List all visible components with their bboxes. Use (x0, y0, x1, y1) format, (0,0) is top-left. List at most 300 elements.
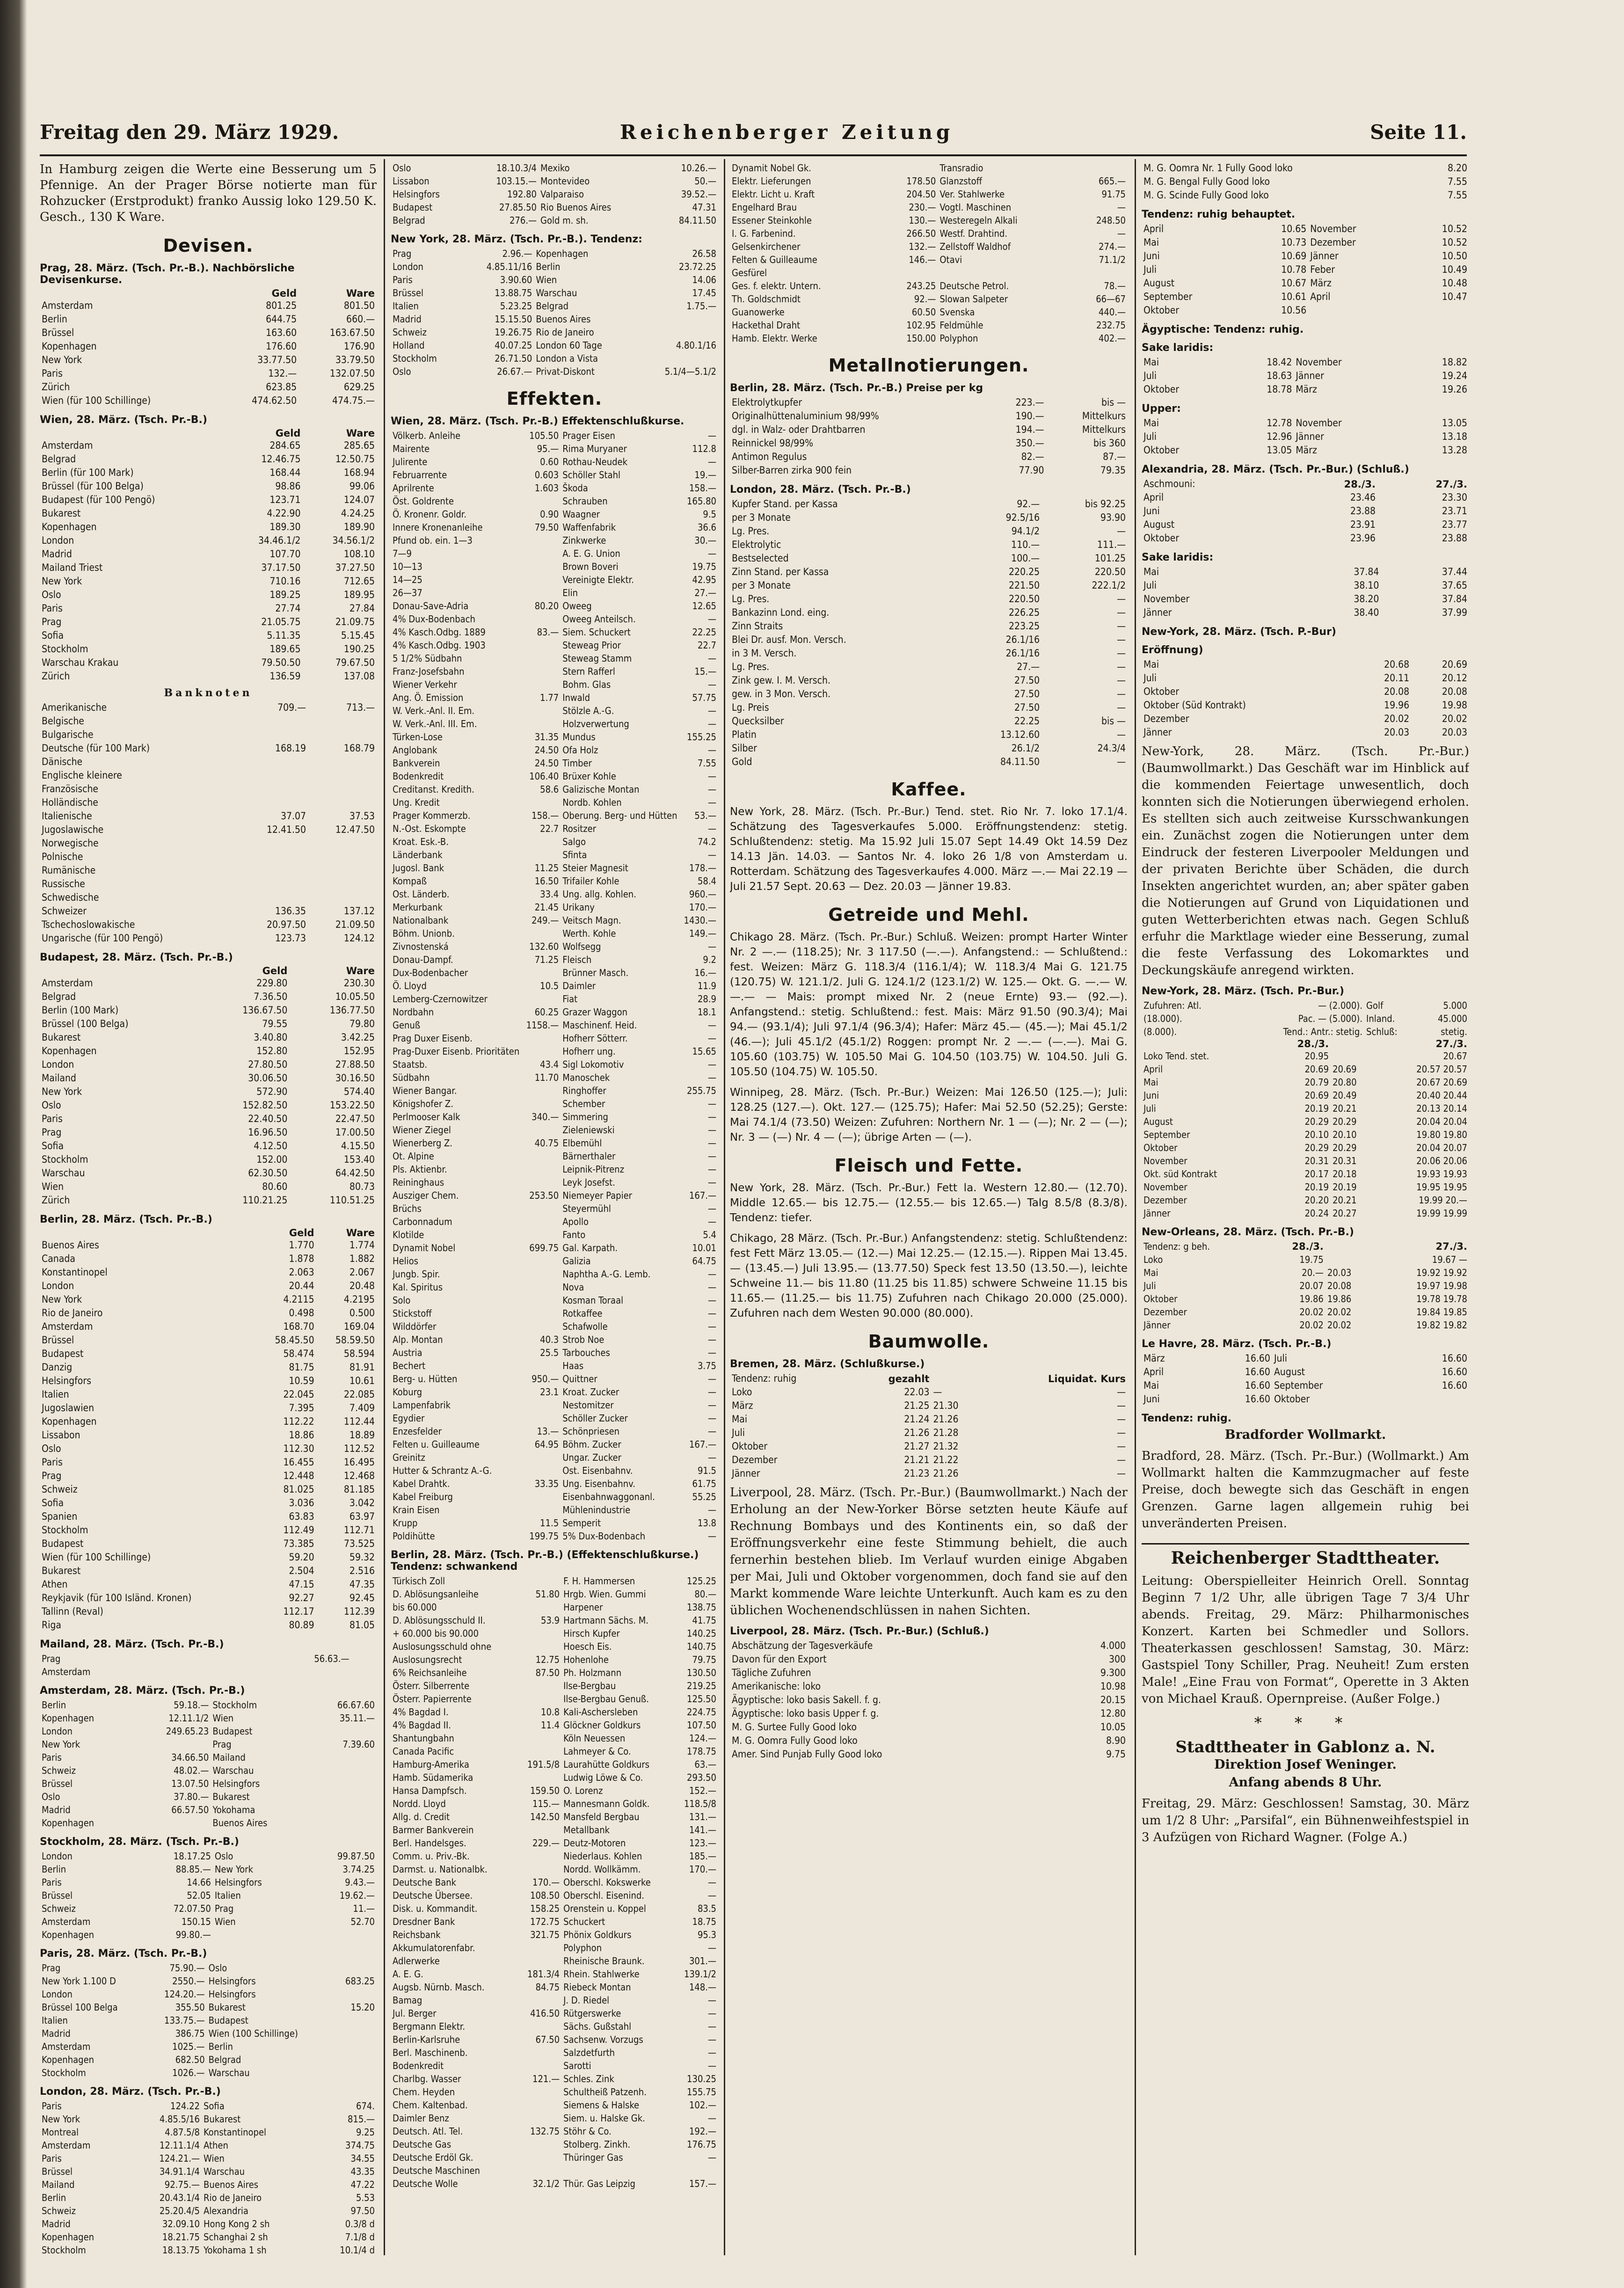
table-row (1142, 1063, 1469, 1076)
table-row (40, 1863, 377, 1876)
table-cell: O. Lorenz (563, 1785, 603, 1796)
table-cell: 21.23 (904, 1468, 930, 1479)
table-cell (517, 1994, 561, 2007)
table-cell (332, 1961, 377, 1975)
table-cell: 132.— (268, 368, 297, 379)
table-cell (517, 1627, 561, 1640)
table-cell: Jänner (1143, 607, 1172, 618)
berlin-effekten-cont-table (730, 161, 1128, 345)
table-cell: Amsterdam (42, 1666, 91, 1677)
table-cell: — (708, 679, 716, 690)
table-row (391, 1954, 718, 1967)
table-cell: 10.52 (1442, 223, 1467, 234)
table-cell: Mundus (562, 731, 596, 743)
table-row (391, 1889, 718, 1902)
table-cell: Juni (1143, 1090, 1159, 1101)
table-cell: 132.60 (529, 941, 559, 952)
table-cell: Jungb. Spir. (393, 1268, 440, 1280)
table-cell (517, 1863, 561, 1876)
table-cell: Hamb. Südamerika (393, 1772, 473, 1783)
table-row (1142, 1167, 1469, 1180)
table-cell: Berl. Maschinenb. (393, 2047, 468, 2058)
table-row (1142, 491, 1469, 504)
table-row (391, 1928, 718, 1941)
table-cell: 10.59 (289, 1375, 314, 1386)
table-cell: Mexiko (540, 162, 570, 174)
table-cell: 32.09.10 (162, 2218, 200, 2230)
table-row (730, 647, 1128, 660)
table-cell (524, 927, 561, 940)
table-row (40, 1031, 377, 1044)
table-cell (524, 534, 561, 547)
wien-effekten-heading: Wien, 28. März. (Tsch. Pr.-B.) Effektenschlußkurse. (391, 415, 685, 427)
table-cell: Niederlaus. Kohlen (563, 1851, 642, 1862)
table-row (391, 783, 718, 796)
table-cell: 20.— (1302, 1267, 1324, 1278)
table-cell: Deutsche Gas (393, 2139, 452, 2150)
table-cell: Rhein. Stahlwerke (563, 1968, 640, 1980)
table-cell: 20.19 (1304, 1181, 1329, 1193)
table-cell: 682.50 (175, 2054, 205, 2065)
table-cell: Russische (42, 878, 85, 889)
table-row (730, 279, 1128, 292)
table-row (391, 247, 718, 260)
table-cell: 23.88 (1442, 532, 1467, 544)
table-row (1142, 1292, 1469, 1305)
table-row (1142, 263, 1469, 277)
table-cell: Franz-Josefsbahn (393, 666, 465, 677)
table-cell (517, 1732, 561, 1745)
table-cell: — (708, 1334, 716, 1345)
table-row (40, 466, 377, 480)
table-cell: Sofia (203, 2100, 225, 2112)
table-cell: 123.71 (269, 494, 301, 505)
table-cell: 21.25 (904, 1400, 930, 1411)
table-cell: 10.73 (1281, 237, 1307, 248)
table-row (730, 1440, 1128, 1453)
table-cell (883, 161, 938, 175)
table-cell: Deutsche Übersee. (393, 1890, 473, 1901)
bremen-table: Tendenz: ruhig gezahlt Liquidat. Kurs Loko 22.03 — — März 21.25 21.30 — Mai 21.24 21.26 — Juli 21.26 21.28 — Oktober 21.27 21.32 — Dezember 21.21 21.22 — Jänner 21.23 21.26 — (730, 1372, 1128, 1480)
table-cell: 20.40 20.44 (1416, 1090, 1467, 1101)
table-cell: Jugoslawien (42, 1402, 95, 1414)
header-rule (40, 154, 1467, 156)
table-cell: 99.87.50 (337, 1851, 375, 1862)
table-row (40, 904, 377, 918)
table-row (730, 332, 1128, 345)
table-cell: Davon für den Export (732, 1654, 827, 1665)
table-cell: 4.000 (1100, 1640, 1126, 1651)
table-cell: Originalhüttenaluminium 98/99% (732, 410, 879, 422)
table-cell (517, 2046, 561, 2059)
table-cell: Österr. Silberrente (393, 1680, 470, 1691)
table-cell: Wien (536, 274, 557, 285)
table-cell: 683.25 (345, 1975, 375, 1987)
table-row (391, 1176, 718, 1189)
table-row (40, 1194, 377, 1207)
table-cell: — (708, 1995, 716, 2006)
table-cell: Öst. Goldrente (393, 495, 454, 507)
table-cell: November (1296, 357, 1342, 368)
table-cell: 33.79.50 (335, 354, 375, 365)
table-cell: 80.89 (289, 1619, 314, 1631)
table-cell (524, 1084, 561, 1097)
table-cell: London (42, 535, 74, 546)
table-cell: Elektr. Licht u. Kraft (732, 189, 815, 200)
table-row (1142, 175, 1469, 189)
table-cell: London (42, 1989, 73, 2000)
table-cell: 38.20 (1354, 593, 1379, 605)
table-cell: 23.72.25 (678, 261, 716, 272)
table-cell: 4% Bagdad I. (393, 1706, 449, 1718)
table-cell: Brüssel (100 Belga) (42, 1018, 129, 1029)
table-cell: 42.95 (692, 574, 716, 585)
table-row (391, 691, 718, 704)
table-cell: — (708, 1098, 716, 1109)
table-cell: — (1117, 1441, 1126, 1452)
table-cell (1072, 266, 1128, 279)
table-cell: 21.32 (933, 1441, 959, 1452)
table-cell: Oktober (1274, 1393, 1310, 1405)
table-cell: 416.50 (530, 2008, 560, 2019)
table-cell: 81.75 (289, 1362, 314, 1373)
table-cell (308, 782, 377, 796)
table-cell: Oktober (1143, 686, 1180, 697)
table-cell: Rima Muryaner (562, 443, 627, 454)
table-cell: Tend.: Antr.: stetig. (1283, 1026, 1363, 1037)
table-cell (524, 547, 561, 560)
table-row (1142, 290, 1469, 304)
table-cell: Tschechoslowakische (42, 919, 135, 930)
table-row (730, 1720, 1128, 1734)
table-cell: Kopenhagen (42, 2231, 95, 2243)
table-row (1142, 1379, 1469, 1392)
table-cell: Bestselected (732, 553, 789, 564)
table-cell: 27.85.50 (499, 202, 537, 213)
table-cell: 75.90.— (169, 1962, 205, 1974)
table-row (391, 1110, 718, 1123)
table-cell: Kabel Drahtk. (393, 1478, 450, 1489)
table-cell (332, 2014, 377, 2027)
table-row (40, 2191, 377, 2204)
column-1 (40, 161, 377, 2257)
table-cell: 37.17.50 (261, 562, 301, 573)
table-cell: Brüssel (42, 1890, 73, 1901)
table-row (391, 352, 718, 365)
table-cell: — (708, 718, 716, 729)
banknoten-table (40, 701, 377, 945)
table-cell: — (708, 1072, 716, 1083)
table-cell: 43.4 (540, 1059, 559, 1070)
aegyptische-heading: Ägyptische: Tendenz: ruhig. (1142, 324, 1304, 335)
table-cell: Antimon Regulus (732, 451, 807, 462)
table-cell: Siem. u. Halske Gk. (563, 2113, 645, 2124)
table-cell: 27.74 (275, 603, 301, 614)
table-cell: 22.045 (283, 1389, 314, 1400)
table-row (40, 701, 377, 714)
table-row (1142, 444, 1469, 457)
table-row (40, 755, 377, 769)
table-cell: 20.57 20.57 (1416, 1064, 1467, 1075)
table-cell (332, 2066, 377, 2079)
stockholm-table (40, 1850, 377, 1941)
table-row (391, 1640, 718, 1653)
table-cell: Belgische (42, 715, 84, 727)
table-cell: Glöckner Goldkurs (563, 1720, 641, 1731)
table-cell (517, 1850, 561, 1863)
table-cell: Comm. u. Priv.-Bk. (393, 1851, 470, 1862)
table-cell: Februarrente (393, 469, 447, 481)
table-cell: 13.12.60 (1000, 729, 1040, 740)
table-row (40, 769, 377, 782)
table-cell: 223.25 (1009, 620, 1040, 632)
table-cell: Berlin (42, 1864, 66, 1875)
table-cell: Shantungbahn (393, 1733, 454, 1744)
table-cell: Ung. Kredit (393, 797, 440, 808)
table-row (391, 1994, 718, 2007)
table-cell: — (708, 1020, 716, 1031)
table-cell: 20.21 (1333, 1103, 1357, 1114)
table-cell: Mai (732, 1414, 748, 1425)
table-cell: 53.— (694, 810, 716, 821)
table-row (1142, 189, 1469, 202)
table-cell: Dezember (1143, 713, 1189, 724)
table-cell: Lissabon (42, 1429, 80, 1441)
table-cell: 80.— (694, 1588, 716, 1600)
table-cell: Rotkaffee (562, 1308, 603, 1319)
table-row (40, 507, 377, 520)
table-cell: 192.80 (507, 189, 537, 200)
table-cell: 59.20 (289, 1552, 314, 1563)
table-cell: Schles. Zink (563, 2073, 614, 2084)
table-cell: per 3 Monate (732, 580, 791, 591)
table-row (40, 547, 377, 561)
table-cell: Montreal (42, 2127, 79, 2138)
table-cell: 56.63.— (314, 1653, 350, 1664)
table-row (391, 992, 718, 1006)
table-cell: Böhm. Zucker (562, 1439, 621, 1450)
table-row (391, 2177, 718, 2190)
table-cell: London (42, 1851, 73, 1862)
table-cell: Dynamit Nobel (393, 1242, 456, 1253)
table-cell: 4% Kasch.Odbg. 1903 (393, 640, 486, 651)
table-cell: Harpener (563, 1602, 603, 1613)
table-cell: Bukarest (203, 2113, 241, 2125)
table-cell: 92.27 (289, 1592, 314, 1603)
table-cell: 222.1/2 (1092, 580, 1126, 591)
table-cell (239, 755, 308, 769)
table-cell: Königshofer Z. (393, 1098, 453, 1109)
table-cell: Grazer Waggon (562, 1006, 627, 1018)
table-cell: August (1143, 519, 1175, 530)
table-cell: 189.90 (343, 521, 375, 532)
table-cell: Bankazinn Lond. eing. (732, 607, 830, 618)
table-cell (883, 266, 938, 279)
table-cell: 64.95 (534, 1439, 559, 1450)
table-cell (332, 2027, 377, 2040)
table-cell: 37.44 (1442, 566, 1467, 577)
table-cell: März (1296, 384, 1317, 395)
table-row (391, 1477, 718, 1490)
table-row (730, 1653, 1128, 1666)
table-row (1142, 1154, 1469, 1167)
table-row (1142, 277, 1469, 290)
table-cell: Prag (214, 1903, 234, 1914)
table-row (391, 1503, 718, 1516)
table-cell: Ilse-Bergbau (563, 1680, 616, 1691)
table-cell (524, 639, 561, 652)
table-cell: Lemberg-Czernowitzer (393, 993, 488, 1005)
table-cell: 168.94 (343, 467, 375, 478)
table-cell: 4.24.25 (341, 508, 375, 519)
table-cell: Warschau (203, 2166, 245, 2177)
table-row (1142, 1115, 1469, 1128)
table-cell: 10.50 (1442, 250, 1467, 262)
table-cell: Ägyptische: loko basis Sakell. f. g. (732, 1694, 881, 1705)
table-cell: 47.35 (349, 1579, 375, 1590)
table-cell: 110.21.25 (242, 1195, 288, 1206)
table-cell: Charlbg. Wasser (393, 2073, 461, 2084)
table-cell: 21.26 (933, 1414, 959, 1425)
table-cell: 4.80.1/16 (676, 340, 716, 351)
table-row (391, 1614, 718, 1627)
table-cell: Stockholm (212, 1699, 257, 1711)
table-cell: 47.22 (350, 2179, 375, 2190)
table-cell: Sarotti (563, 2060, 591, 2071)
table-cell: 132.— (909, 241, 936, 252)
table-cell: 37.84 (1442, 593, 1467, 605)
table-cell: 79.50 (534, 522, 559, 533)
table-cell: 79.55 (262, 1018, 288, 1029)
table-cell: Polyphon (563, 1942, 602, 1953)
table-cell: 51.80 (535, 1588, 560, 1600)
table-cell: 26.71.50 (495, 353, 532, 364)
table-cell: 80.73 (349, 1181, 375, 1192)
table-cell: Deutz-Motoren (563, 1837, 626, 1849)
table-cell: 13.05 (1442, 417, 1467, 429)
table-cell: Enzesfelder (393, 1426, 442, 1437)
table-cell: Türkisch Zoll (393, 1575, 445, 1587)
table-cell: 167.— (689, 1190, 716, 1201)
table-cell: 0.60 (540, 456, 559, 467)
table-cell: Prag Duxer Eisenb. (393, 1033, 473, 1044)
table-cell: Schultheiß Patzenh. (563, 2086, 647, 2098)
table-cell: Mai (1143, 357, 1159, 368)
table-cell: Mannesmann Goldk. (563, 1798, 650, 1809)
table-cell: 58.45.50 (275, 1334, 314, 1346)
table-cell: 4.85.5/16 (159, 2113, 200, 2125)
table-cell: 20.80 (1333, 1077, 1357, 1088)
table-cell: 374.75 (345, 2140, 375, 2151)
table-row (1142, 671, 1469, 685)
table-cell: 9.25 (356, 2127, 375, 2138)
table-cell: 81.185 (343, 1484, 375, 1495)
table-row (391, 1810, 718, 1823)
table-cell: — (708, 1452, 716, 1463)
table-cell: 220.25 (1009, 566, 1040, 577)
table-row (730, 728, 1128, 742)
table-row (391, 1464, 718, 1477)
table-row (1142, 383, 1469, 396)
table-cell: 121.— (532, 2073, 560, 2084)
table-cell: Rheinische Braunk. (563, 1955, 645, 1967)
table-cell: Auslosungsrecht (393, 1654, 462, 1665)
table-cell: 20.67 (1443, 1050, 1467, 1062)
table-cell: 102.95 (906, 320, 936, 331)
table-cell: 3.40.80 (254, 1032, 288, 1043)
table-cell: Schanghai 2 sh (203, 2231, 268, 2243)
table-row (391, 1006, 718, 1019)
table-row (391, 1941, 718, 1954)
table-row (40, 2027, 377, 2040)
table-row (730, 240, 1128, 253)
table-cell: 50.— (694, 175, 716, 187)
budapest-heading: Budapest, 28. März. (Tsch. Pr.-B.) (40, 952, 233, 963)
table-cell: Bärnerthaler (562, 1151, 616, 1162)
table-cell: 355.50 (175, 2002, 205, 2013)
table-cell: 20.24 (1304, 1208, 1329, 1219)
sake-table (1142, 356, 1469, 396)
table-cell: Loko Tend. stet. (1143, 1050, 1209, 1062)
table-cell: 19.86 (1299, 1293, 1324, 1304)
table-cell: — (708, 2008, 716, 2019)
table-row (391, 1758, 718, 1771)
table-cell (239, 837, 308, 850)
table-cell: 48.02.— (174, 1765, 209, 1776)
table-cell: New York (42, 354, 82, 365)
table-row (391, 835, 718, 848)
table-row (391, 1653, 718, 1666)
table-cell: Rositzer (562, 823, 597, 834)
table-cell: 22.25 (1014, 715, 1040, 727)
table-cell (524, 966, 561, 979)
table-cell: Elin (562, 587, 578, 598)
table-cell: Brüssel (42, 327, 74, 338)
table-row (40, 1928, 377, 1941)
table-row (40, 2244, 377, 2257)
table-cell: 10.52 (1442, 237, 1467, 248)
column-3 (730, 161, 1128, 1761)
table-row (40, 2066, 377, 2079)
table-cell: — (708, 1877, 716, 1888)
table-row (391, 1163, 718, 1176)
table-row (391, 1823, 718, 1836)
table-cell: Amsterdam (42, 2140, 91, 2151)
table-row (391, 2020, 718, 2033)
table-cell: 11.70 (534, 1072, 559, 1083)
table-cell: Manoschek (562, 1072, 610, 1083)
table-cell: Amsterdam (42, 977, 93, 989)
table-cell: Timber (562, 758, 592, 769)
table-cell: 23.46 (1350, 492, 1376, 503)
table-cell: Brünner Masch. (562, 967, 629, 978)
table-cell: 124.— (689, 1733, 716, 1744)
table-cell: Siemens & Halske (563, 2099, 640, 2111)
table-cell: 386.75 (175, 2028, 205, 2039)
table-cell: Berlin (für 100 Mark) (42, 467, 134, 478)
table-cell: 20.29 (1304, 1142, 1329, 1153)
table-cell: Juli (1143, 431, 1157, 442)
table-cell: — (708, 2021, 716, 2032)
table-cell: 191.5/8 (527, 1759, 560, 1770)
table-cell: Paris (42, 1752, 62, 1763)
table-cell: — (708, 456, 716, 467)
table-cell: Steweag Stamm (562, 653, 632, 664)
table-cell: Wien (214, 1916, 236, 1927)
table-cell: New York 1.100 D (42, 1975, 116, 1987)
table-cell: Tägliche Zufuhren (732, 1667, 811, 1678)
table-row (391, 901, 718, 914)
